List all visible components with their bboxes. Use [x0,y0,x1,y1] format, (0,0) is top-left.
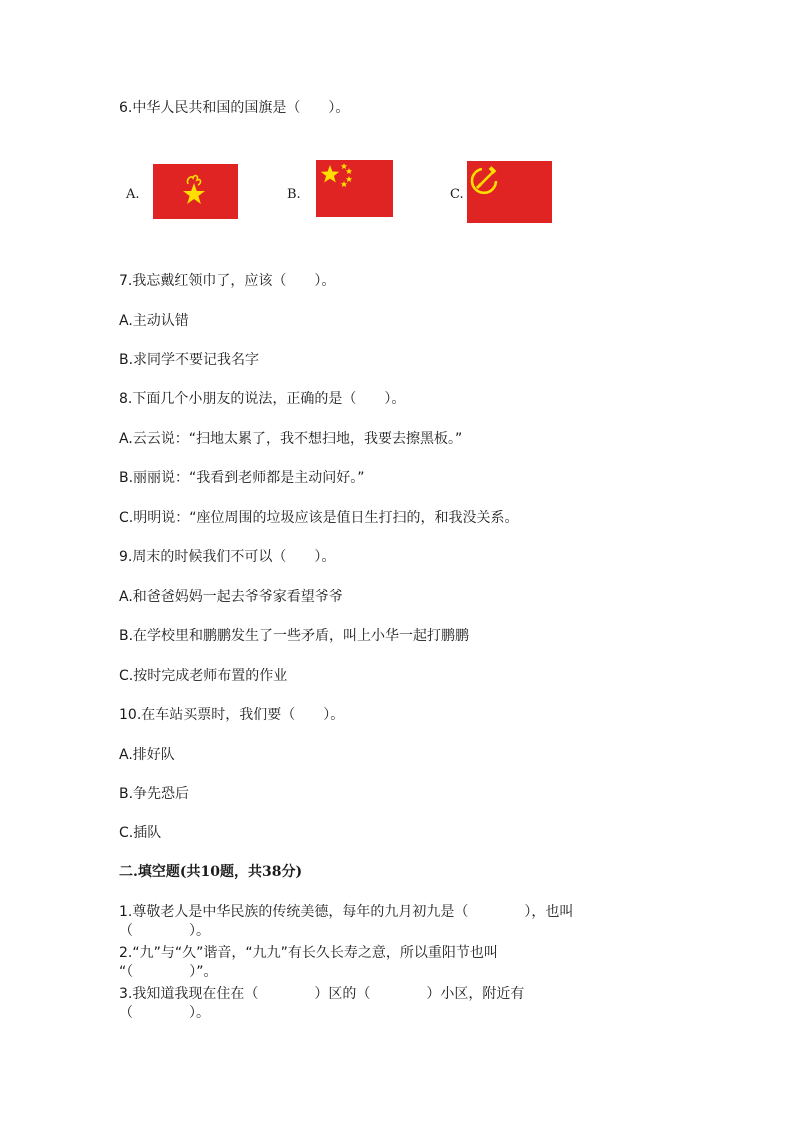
q6-option-a-label: A. [126,187,140,202]
question-9: 9.周末的时候我们不可以（ ）。 [119,549,336,565]
fill-item-1-line-1: 1.尊敬老人是中华民族的传统美德，每年的九月初九是（ ），也叫 [119,904,574,920]
young-pioneer-flag-icon [153,164,238,219]
china-national-flag-icon [316,160,393,217]
q8-option-b: B.丽丽说：“我看到老师都是主动问好。” [119,470,365,486]
q9-option-c: C.按时完成老师布置的作业 [119,668,288,684]
q9-option-a: A.和爸爸妈妈一起去爷爷家看望爷爷 [119,589,343,605]
fill-item-2-line-1: 2.“九”与“久”谐音，“九九”有长久长寿之意，所以重阳节也叫 [119,945,498,961]
fill-item-3-line-2: （ ）。 [119,1005,210,1021]
question-8: 8.下面几个小朋友的说法，正确的是（ ）。 [119,391,406,407]
q6-option-b-label: B. [287,187,301,202]
fill-item-1-line-2: （ ）。 [119,923,210,939]
question-7: 7.我忘戴红领巾了，应该（ ）。 [119,273,336,289]
q6-option-c-label: C. [450,187,464,202]
q8-option-c: C.明明说：“座位周围的垃圾应该是值日生打扫的，和我没关系。 [119,510,519,526]
q8-option-a: A.云云说：“扫地太累了，我不想扫地，我要去擦黑板。” [119,431,463,447]
q7-option-a: A.主动认错 [119,313,189,329]
question-10: 10.在车站买票时，我们要（ ）。 [119,707,345,723]
q9-option-b: B.在学校里和鹏鹏发生了一些矛盾，叫上小华一起打鹏鹏 [119,628,470,644]
fill-item-2-line-2: “（ ）”。 [119,964,218,980]
question-6: 6.中华人民共和国的国旗是（ ）。 [119,100,350,116]
q7-option-b: B.求同学不要记我名字 [119,352,260,368]
fill-item-3-line-1: 3.我知道我现在住在（ ）区的（ ）小区，附近有 [119,986,525,1002]
party-flag-icon [467,161,552,223]
q10-option-c: C.插队 [119,825,162,841]
q10-option-a: A.排好队 [119,747,175,763]
section-2-title: 二.填空题(共10题，共38分) [119,864,303,880]
q10-option-b: B.争先恐后 [119,786,190,802]
